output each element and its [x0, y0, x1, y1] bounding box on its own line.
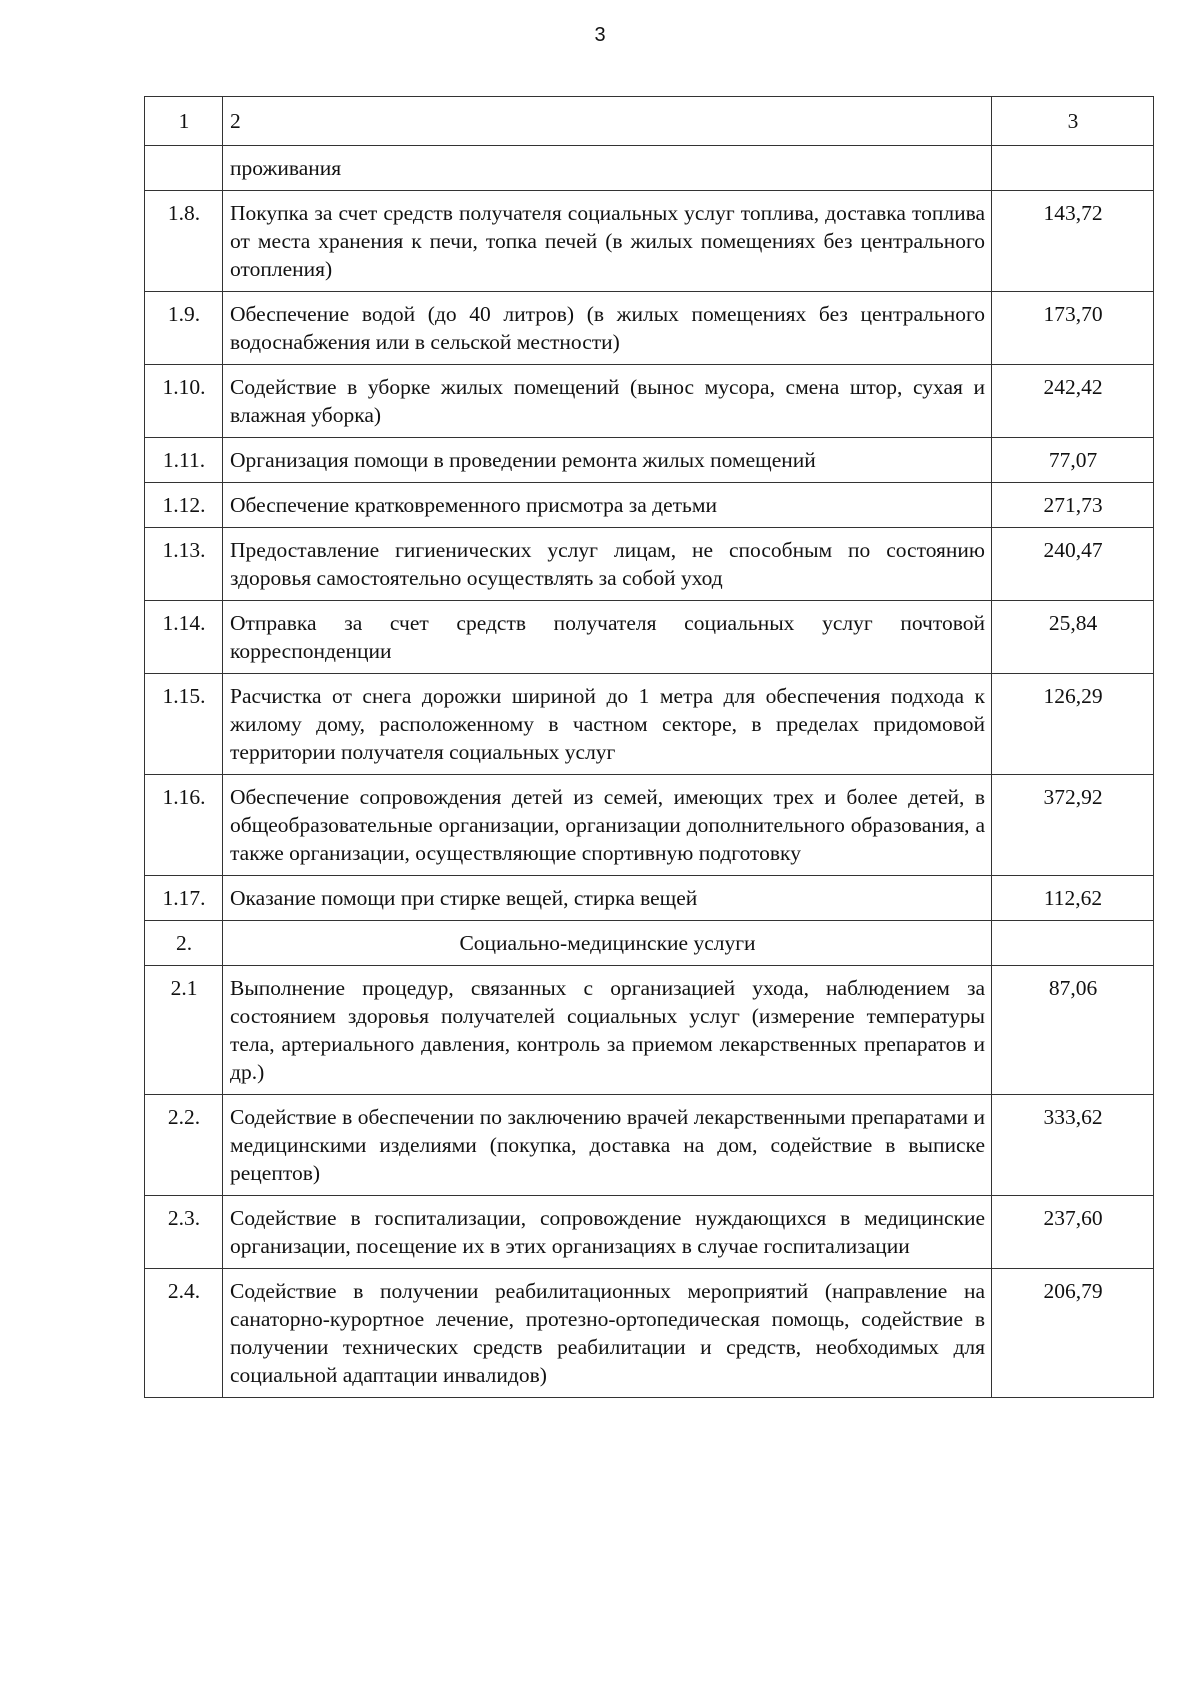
row-number: 1.12. [145, 483, 223, 528]
service-price: 333,62 [992, 1095, 1154, 1196]
row-number: 2.2. [145, 1095, 223, 1196]
service-price: 143,72 [992, 191, 1154, 292]
header-cell-1: 1 [145, 97, 223, 146]
service-description: Расчистка от снега дорожки шириной до 1 метра для обеспечения подхода к жилому дому, расположенному в частном секторе, в пределах придомовой территории получателя социальных услуг [223, 674, 992, 775]
service-price: 242,42 [992, 365, 1154, 438]
page-number: 3 [594, 24, 606, 46]
table-row [145, 601, 1154, 674]
service-price: 237,60 [992, 1196, 1154, 1269]
service-price: 206,79 [992, 1269, 1154, 1398]
row-number [145, 146, 223, 191]
table-row [145, 1095, 1154, 1196]
service-description: Выполнение процедур, связанных с организацией ухода, наблюдением за состоянием здоровья получателей социальных услуг (измерение температуры тела, артериального давления, контроль за приемом лекарственных препаратов и др.) [223, 966, 992, 1095]
row-number: 1.17. [145, 876, 223, 921]
service-price: 25,84 [992, 601, 1154, 674]
row-number: 2.3. [145, 1196, 223, 1269]
row-number: 1.15. [145, 674, 223, 775]
service-description: Предоставление гигиенических услуг лицам, не способным по состоянию здоровья самостоятельно осуществлять за собой уход [223, 528, 992, 601]
row-number: 1.11. [145, 438, 223, 483]
section-price [992, 921, 1154, 966]
table-row [145, 775, 1154, 876]
service-description: Содействие в госпитализации, сопровождение нуждающихся в медицинские организации, посещение их в этих организациях в случае госпитализации [223, 1196, 992, 1269]
service-price: 271,73 [992, 483, 1154, 528]
table-row [145, 1196, 1154, 1269]
table-row [145, 674, 1154, 775]
section-header-row [145, 921, 1154, 966]
service-price: 87,06 [992, 966, 1154, 1095]
table-row [145, 365, 1154, 438]
service-description: Обеспечение водой (до 40 литров) (в жилых помещениях без центрального водоснабжения или в сельской местности) [223, 292, 992, 365]
table-row [145, 438, 1154, 483]
section-title: Социально-медицинские услуги [223, 921, 992, 966]
service-description: Оказание помощи при стирке вещей, стирка вещей [223, 876, 992, 921]
service-description: Содействие в обеспечении по заключению врачей лекарственными препаратами и медицинскими изделиями (покупка, доставка на дом, содействие в выписке рецептов) [223, 1095, 992, 1196]
service-price: 372,92 [992, 775, 1154, 876]
table-row [145, 292, 1154, 365]
service-price: 173,70 [992, 292, 1154, 365]
service-description: Содействие в получении реабилитационных мероприятий (направление на санаторно-курортное лечение, протезно-ортопедическая помощь, содействие в получении технических средств реабилитации и средств, необходимых для социальной адаптации инвалидов) [223, 1269, 992, 1398]
section-number: 2. [145, 921, 223, 966]
header-cell-3: 3 [992, 97, 1154, 146]
row-number: 1.13. [145, 528, 223, 601]
row-number: 2.4. [145, 1269, 223, 1398]
header-cell-2: 2 [223, 97, 992, 146]
row-number: 1.16. [145, 775, 223, 876]
service-price: 240,47 [992, 528, 1154, 601]
service-description: Обеспечение кратковременного присмотра за детьми [223, 483, 992, 528]
table-row [145, 528, 1154, 601]
service-price: 126,29 [992, 674, 1154, 775]
row-number: 1.10. [145, 365, 223, 438]
table-row [145, 1269, 1154, 1398]
row-number: 1.9. [145, 292, 223, 365]
service-description: проживания [223, 146, 992, 191]
table-row [145, 483, 1154, 528]
table-row [145, 876, 1154, 921]
table-header-row [145, 97, 1154, 146]
service-price: 77,07 [992, 438, 1154, 483]
table-row [145, 966, 1154, 1095]
service-description: Обеспечение сопровождения детей из семей, имеющих трех и более детей, в общеобразовательные организации, организации дополнительного образования, а также организации, осуществляющие спортивную подготовку [223, 775, 992, 876]
service-description: Организация помощи в проведении ремонта жилых помещений [223, 438, 992, 483]
service-price [992, 146, 1154, 191]
row-number: 2.1 [145, 966, 223, 1095]
row-number: 1.14. [145, 601, 223, 674]
services-price-table [144, 96, 1154, 1398]
service-description: Покупка за счет средств получателя социальных услуг топлива, доставка топлива от места хранения к печи, топка печей (в жилых помещениях без центрального отопления) [223, 191, 992, 292]
service-description: Содействие в уборке жилых помещений (вынос мусора, смена штор, сухая и влажная уборка) [223, 365, 992, 438]
service-price: 112,62 [992, 876, 1154, 921]
table-row [145, 146, 1154, 191]
service-description: Отправка за счет средств получателя социальных услуг почтовой корреспонденции [223, 601, 992, 674]
row-number: 1.8. [145, 191, 223, 292]
table-row [145, 191, 1154, 292]
